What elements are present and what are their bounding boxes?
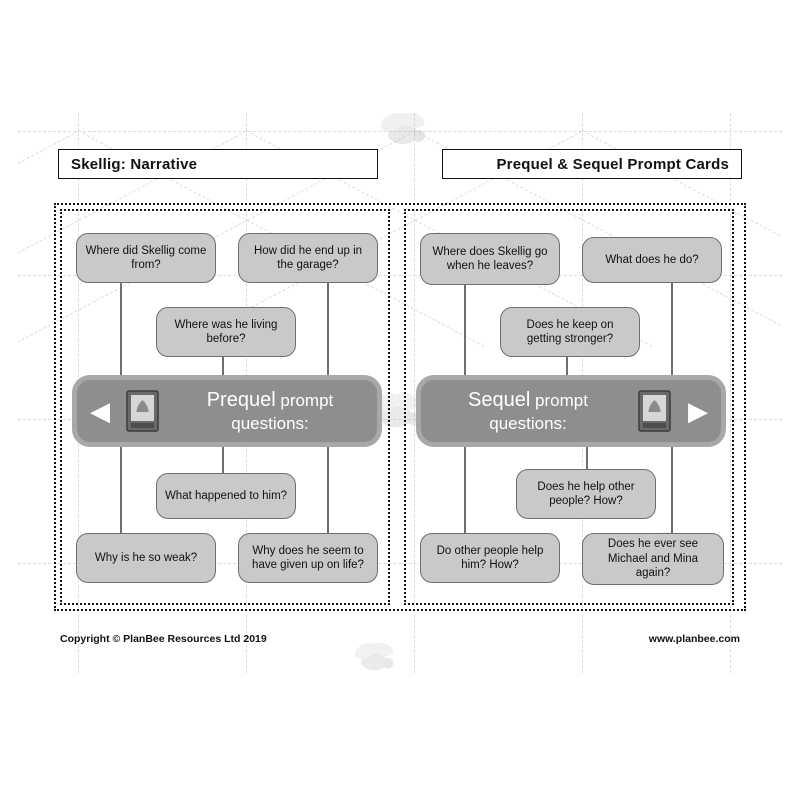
book-icon <box>123 388 163 434</box>
question-bubble[interactable] <box>420 533 560 583</box>
question-bubble[interactable] <box>500 307 640 357</box>
bee-icon <box>373 113 437 152</box>
resource-title: Prequel & Sequel Prompt Cards <box>496 155 729 173</box>
question-text: How did he end up in the garage? <box>253 244 363 271</box>
worksheet-sheet <box>18 113 782 673</box>
banner-emphasis: Sequel <box>468 388 531 411</box>
question-text: Do other people help him? How? <box>436 544 544 571</box>
question-bubble[interactable] <box>420 233 560 285</box>
question-text: Why is he so weak? <box>94 551 198 564</box>
question-text: Does he help other people? How? <box>537 480 635 507</box>
website-link[interactable]: www.planbee.com <box>648 633 740 645</box>
header-left-box <box>58 149 378 179</box>
book-icon <box>635 388 675 434</box>
banner-second-line: questions: <box>231 413 309 433</box>
sequel-banner-text <box>421 388 635 434</box>
question-text: What happened to him? <box>164 489 288 502</box>
question-text: Where was he living before? <box>174 318 278 345</box>
question-bubble[interactable] <box>156 307 296 357</box>
question-bubble[interactable] <box>516 469 656 519</box>
question-text: What does he do? <box>605 253 699 266</box>
question-text: Does he keep on getting stronger? <box>526 318 614 345</box>
question-text: Does he ever see Michael and Mina again? <box>607 538 699 580</box>
question-bubble[interactable] <box>238 233 378 283</box>
question-bubble[interactable] <box>238 533 378 583</box>
question-text: Where did Skellig come from? <box>85 244 207 271</box>
sequel-card <box>404 209 734 605</box>
prequel-card <box>60 209 390 605</box>
copyright-text: Copyright © PlanBee Resources Ltd 2019 <box>60 633 267 645</box>
question-bubble[interactable] <box>582 533 724 585</box>
banner-emphasis: Prequel <box>206 388 276 411</box>
question-text: Where does Skellig go when he leaves? <box>432 245 548 272</box>
question-bubble[interactable] <box>582 237 722 283</box>
header <box>58 149 742 181</box>
bee-icon <box>348 638 404 673</box>
question-bubble[interactable] <box>76 533 216 583</box>
prequel-banner <box>72 375 382 447</box>
banner-rest: prompt <box>530 390 588 410</box>
prequel-banner-text <box>163 388 377 434</box>
page-title: Skellig: Narrative <box>71 155 198 173</box>
question-text: Why does he seem to have given up on life? <box>252 544 364 571</box>
right-arrow-icon: ▶ <box>688 396 708 426</box>
question-bubble[interactable] <box>76 233 216 283</box>
left-arrow-icon: ◀ <box>90 396 110 426</box>
banner-second-line: questions: <box>489 413 567 433</box>
sequel-banner <box>416 375 726 447</box>
header-right-box <box>442 149 742 179</box>
banner-rest: prompt <box>275 390 334 410</box>
question-bubble[interactable] <box>156 473 296 519</box>
